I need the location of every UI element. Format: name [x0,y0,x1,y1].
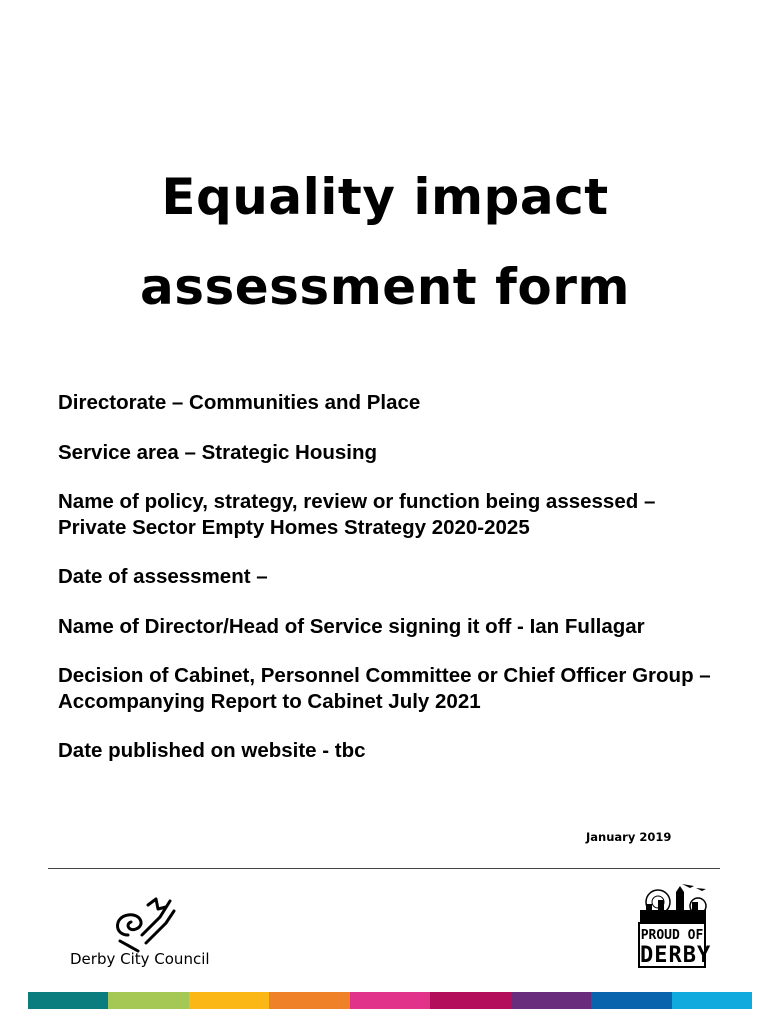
color-bar-segment [591,992,671,1009]
color-bar-segment [511,992,591,1009]
color-bar-segment [350,992,430,1009]
brand-color-bar [28,992,752,1009]
decision-field: Decision of Cabinet, Personnel Committee or Chief Officer Group – Accompanying Report to Cabinet July 2021 [58,664,711,713]
color-bar-segment [672,992,752,1009]
color-bar-segment [28,992,108,1009]
derby-city-council-logo [68,895,218,975]
assessment-date-field: Date of assessment – [58,565,268,588]
proud-of-derby-logo [636,880,711,972]
color-bar-segment [108,992,188,1009]
published-date-field: Date published on website - tbc [58,739,366,762]
footer-divider [48,868,720,869]
color-bar-segment [269,992,349,1009]
policy-name-field: Name of policy, strategy, review or function being assessed – Private Sector Empty Homes Strategy 2020-2025 [58,490,656,539]
derby-ram-icon [108,895,178,953]
council-name: Derby City Council [70,950,210,968]
title-line-2: assessment form [140,258,630,316]
proud-line-2: DERBY [640,943,712,968]
title-line-1: Equality impact [161,168,609,226]
color-bar-segment [430,992,510,1009]
derby-skyline-icon [636,880,711,924]
page-title [0,152,770,332]
proud-of-derby-badge [638,922,712,968]
service-area-field: Service area – Strategic Housing [58,440,378,464]
proud-line-1: PROUD OF [640,928,704,943]
director-field: Name of Director/Head of Service signing it off - Ian Fullagar [58,614,645,638]
color-bar-segment [189,992,269,1009]
directorate-field: Directorate – Communities and Place [58,391,421,414]
assessment-details [58,390,738,788]
document-date: January 2019 [586,830,672,844]
